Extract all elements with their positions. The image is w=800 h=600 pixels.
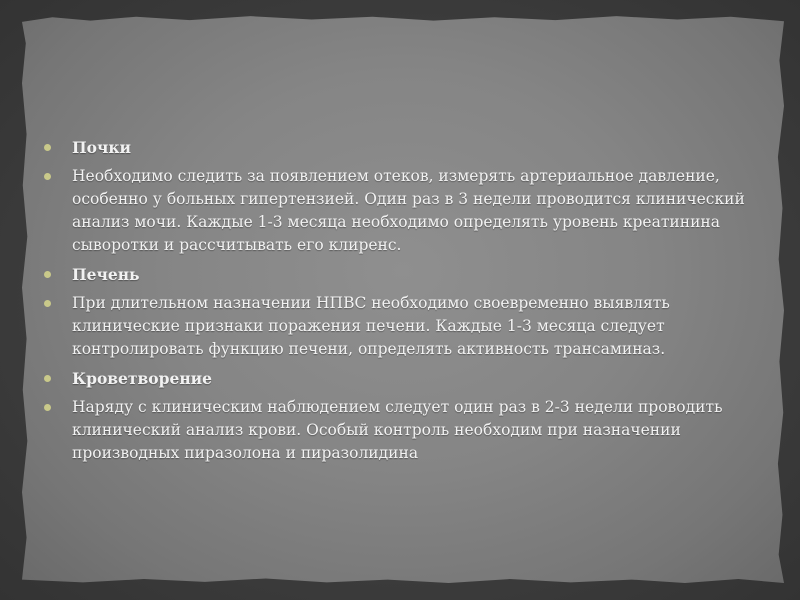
bullet-icon [44, 404, 51, 411]
paragraph-kidneys [44, 165, 754, 257]
paragraph-liver [44, 292, 754, 361]
bullet-icon [44, 271, 51, 278]
paragraph-text: При длительном назначении НПВС необходимо своевременно выявлять клинические признаки поражения печени. Каждые 1-3 месяца следует контролировать функцию печени, определять активность трансаминаз. [72, 294, 670, 358]
heading-hematopoiesis [44, 367, 754, 390]
bullet-icon [44, 173, 51, 180]
slide-content [44, 136, 754, 471]
bullet-icon [44, 375, 51, 382]
paragraph-text: Необходимо следить за появлением отеков, измерять артериальное давление, особенно у больных гипертензией. Один раз в 3 недели проводится клинический анализ мочи. Каждые 1-3 месяца необходимо определять уровень креатинина сыворотки и рассчитывать его клиренс. [72, 167, 745, 254]
heading-text: Печень [72, 265, 140, 284]
paragraph-text: Наряду с клиническим наблюдением следует один раз в 2-3 недели проводить клинический анализ крови. Особый контроль необходим при назначении производных пиразолона и пиразолидина [72, 398, 723, 462]
bullet-icon [44, 144, 51, 151]
heading-liver [44, 263, 754, 286]
heading-kidneys [44, 136, 754, 159]
heading-text: Кроветворение [72, 369, 213, 388]
bullet-icon [44, 300, 51, 307]
heading-text: Почки [72, 138, 132, 157]
paragraph-hematopoiesis [44, 396, 754, 465]
